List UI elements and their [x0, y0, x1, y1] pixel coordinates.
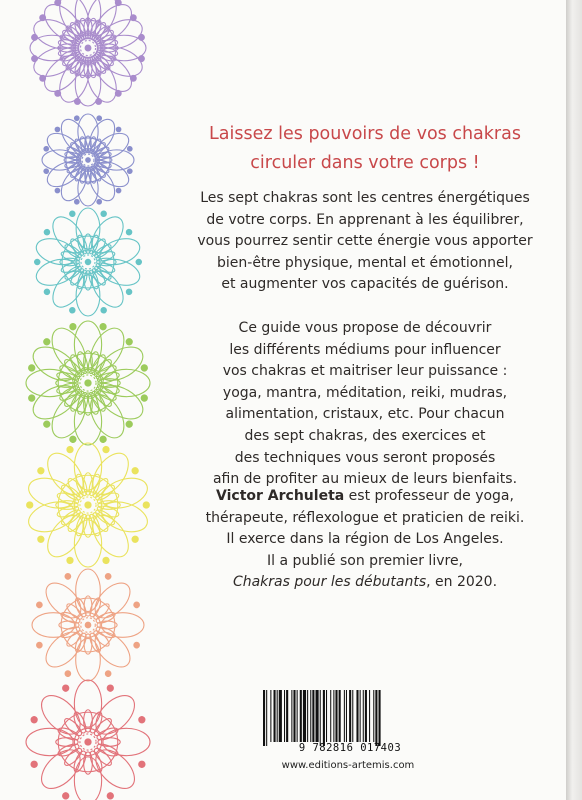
barcode: [257, 688, 437, 748]
book-title: Chakras pour les débutants: [232, 574, 427, 591]
publisher-website: www.editions-artemis.com: [281, 760, 415, 771]
barcode-bar: [352, 690, 353, 742]
author-line: [170, 572, 560, 594]
barcode-bar: [375, 690, 377, 746]
barcode-bar: [323, 690, 325, 746]
guide-paragraph: [170, 318, 560, 491]
chakra-mandala: [32, 569, 144, 681]
headline-line-2: circuler dans votre corps !: [250, 153, 480, 173]
barcode-bar: [310, 690, 311, 742]
intro-line: et augmenter vos capacités de guérison.: [221, 276, 509, 293]
author-line-5-rest: , en 2020.: [426, 574, 498, 591]
guide-line: des techniques vous seront proposés: [234, 449, 496, 466]
barcode-bar: [263, 690, 265, 746]
barcode-bar: [339, 690, 341, 742]
barcode-bar: [349, 690, 351, 742]
author-name: Victor Archuleta: [216, 488, 345, 504]
barcode-bar: [291, 690, 292, 742]
chakra-mandala: [25, 443, 151, 567]
barcode-bar: [279, 690, 282, 742]
barcode-bar: [303, 690, 306, 742]
author-line: thérapeute, réflexologue et praticien de reiki.: [205, 509, 525, 526]
guide-line: yoga, mantra, méditation, reiki, mudras,: [222, 384, 508, 401]
guide-line: les différents médiums pour influencer: [229, 341, 501, 358]
barcode-bar: [286, 690, 288, 742]
author-line-1-rest: est professeur de yoga,: [344, 488, 514, 504]
barcode-bar: [346, 690, 347, 742]
barcode-bar: [312, 690, 314, 742]
intro-line: Les sept chakras sont les centres énergétiques: [200, 190, 530, 206]
barcode-bar: [356, 690, 358, 742]
chakra-mandala: [33, 208, 143, 316]
barcode-bar: [266, 690, 267, 746]
author-line: [170, 486, 560, 508]
book-spine-edge: [566, 0, 582, 800]
mandala-illustrations: [0, 0, 170, 800]
chakra-mandala: [26, 321, 150, 445]
intro-line: vous pourrez sentir cette énergie vous apporter: [197, 233, 533, 250]
author-line: Il exerce dans la région de Los Angeles.: [226, 531, 504, 548]
barcode-bar: [360, 690, 361, 742]
intro-line: de votre corps. En apprenant à les équilibrer,: [206, 211, 524, 228]
barcode-bar: [369, 690, 370, 742]
barcode-bar: [284, 690, 285, 742]
barcode-bar: [320, 690, 321, 746]
chakra-mandala: [30, 0, 147, 106]
guide-line: afin de profiter au mieux de leurs bienfaits.: [212, 471, 518, 488]
barcode-bar: [293, 690, 295, 742]
chakra-mandala: [42, 114, 134, 206]
chakra-mandala: [26, 680, 150, 800]
barcode-bar: [277, 690, 278, 742]
headline-line-1: Laissez les pouvoirs de vos chakras: [209, 124, 521, 144]
guide-line: vos chakras et maitriser leur puissance :: [222, 363, 508, 380]
guide-line: des sept chakras, des exercices et: [244, 427, 486, 444]
barcode-bar: [316, 690, 319, 742]
intro-paragraph: [170, 188, 560, 296]
author-line: Il a publié son premier livre,: [266, 552, 464, 569]
guide-line: Ce guide vous propose de découvrir: [238, 320, 492, 336]
guide-line: alimentation, cristaux, etc. Pour chacun: [225, 406, 505, 423]
chakra-mandala-column: [0, 0, 170, 800]
barcode-bar: [300, 690, 302, 742]
author-paragraph: [170, 486, 560, 594]
barcode-bar: [365, 690, 367, 742]
barcode-bar: [344, 690, 345, 742]
barcode-digits: 9 782816 017403: [298, 742, 402, 754]
barcode-bar: [373, 690, 374, 742]
headline: [170, 120, 560, 178]
barcode-bar: [330, 690, 331, 742]
intro-line: bien-être physique, mental et émotionnel,: [217, 254, 513, 271]
barcode-bar: [297, 690, 298, 742]
barcode-bar: [335, 690, 337, 742]
barcode-bar: [307, 690, 308, 742]
barcode-bar: [270, 690, 271, 742]
barcode-bar: [363, 690, 364, 742]
barcode-bar: [326, 690, 327, 742]
barcode-bar: [379, 690, 381, 746]
barcode-bar: [333, 690, 334, 742]
barcode-bar: [274, 690, 276, 742]
